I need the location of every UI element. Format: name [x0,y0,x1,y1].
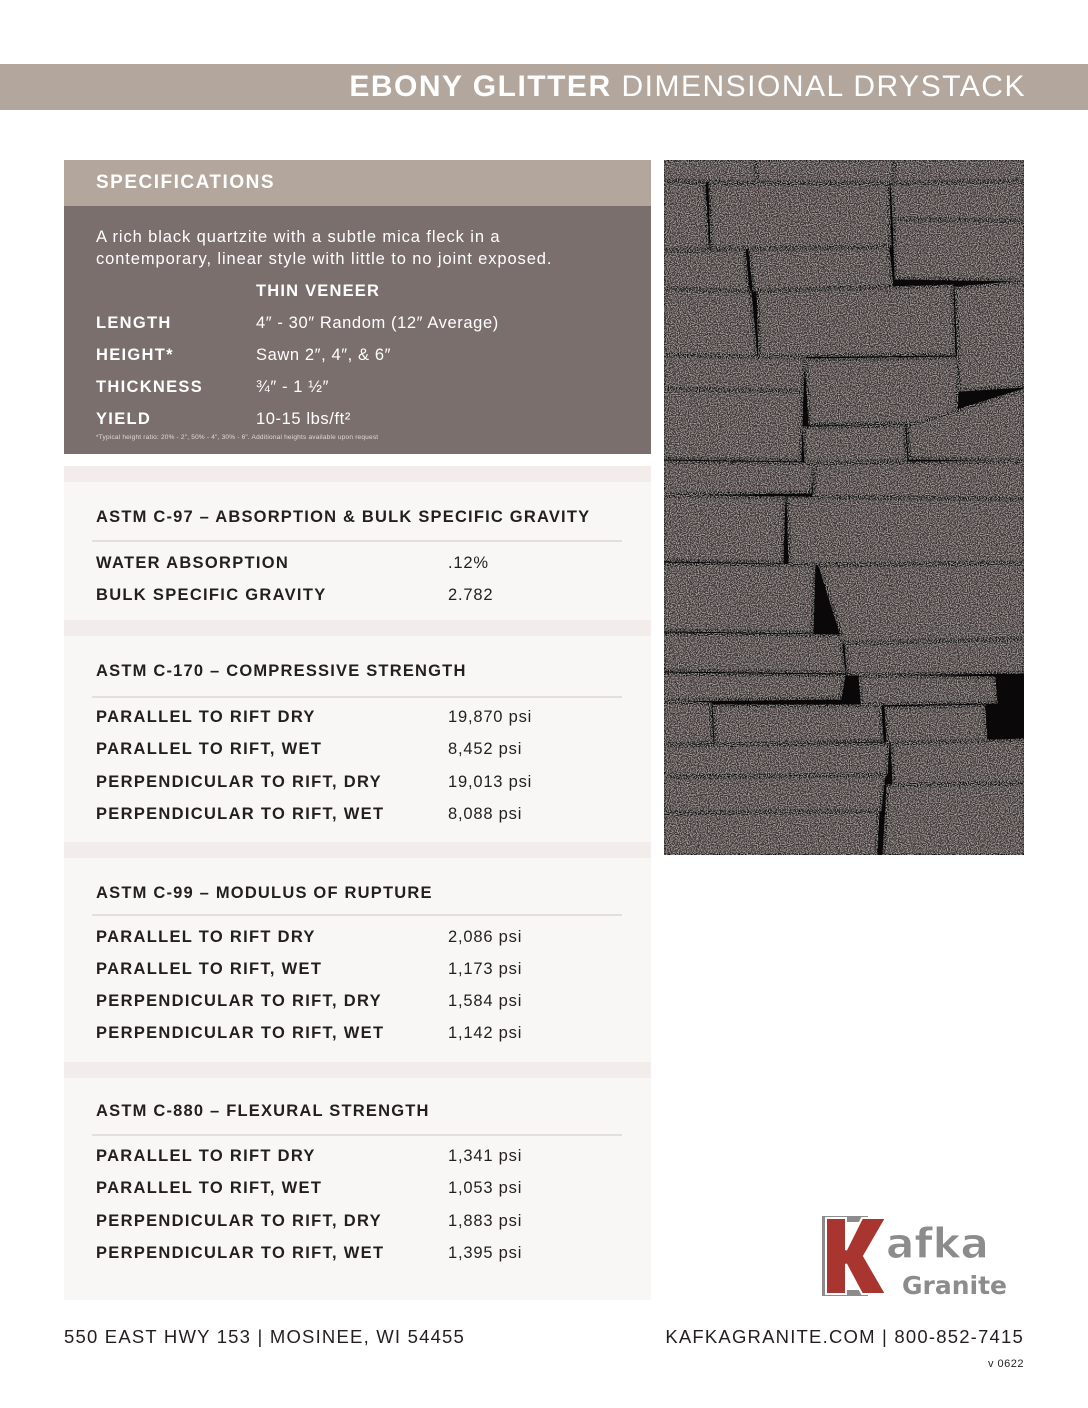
row-value: .12% [448,554,489,572]
row-label: WATER ABSORPTION [96,554,290,572]
row-value: 19,870 psi [448,708,533,726]
logo-word-granite: Granite [902,1271,1007,1298]
row-value: 2,086 psi [448,928,523,946]
row-value: 1,395 psi [448,1244,523,1262]
spec-value: Sawn 2″, 4″, & 6″ [256,346,392,364]
table-row [96,586,616,608]
astm-c170-panel [64,636,651,842]
drystack-stone-image [664,160,1024,855]
description-line: A rich black quartzite with a subtle mica fleck in a [96,228,501,246]
divider [92,540,622,542]
row-value: 1,584 psi [448,992,523,1010]
astm-c880-panel [64,1078,651,1300]
height-footnote: *Typical height ratio: 20% - 2", 50% - 4", 30% - 6". Additional heights available upon request [96,434,379,441]
row-label: PARALLEL TO RIFT, WET [96,960,323,978]
table-row [96,960,616,982]
table-row [96,1147,616,1169]
thin-veneer-heading: THIN VENEER [256,282,381,300]
row-label: PARALLEL TO RIFT, WET [96,740,323,758]
row-label: PARALLEL TO RIFT, WET [96,1179,323,1197]
section-divider [64,842,651,858]
section-divider [64,1062,651,1078]
astm-c880-title: ASTM C-880 – FLEXURAL STRENGTH [96,1102,430,1120]
divider [92,1134,622,1136]
row-label: PARALLEL TO RIFT DRY [96,1147,316,1165]
table-row [96,1244,616,1266]
product-description [96,226,626,270]
spec-value: 4″ - 30″ Random (12″ Average) [256,314,499,332]
row-label: PARALLEL TO RIFT DRY [96,928,316,946]
row-value: 8,088 psi [448,805,523,823]
spec-value: 10-15 lbs/ft² [256,410,351,428]
divider [92,696,622,698]
specifications-panel [64,206,651,454]
table-row [96,1212,616,1234]
table-row [96,773,616,795]
row-value: 1,883 psi [448,1212,523,1230]
row-value: 1,142 psi [448,1024,523,1042]
version-label: v 0622 [987,1358,1024,1370]
spec-label: THICKNESS [96,378,204,396]
spec-value: ¾″ - 1 ½″ [256,378,330,396]
table-row [96,1179,616,1201]
table-row [96,992,616,1014]
astm-c170-title: ASTM C-170 – COMPRESSIVE STRENGTH [96,662,467,680]
row-value: 1,341 psi [448,1147,523,1165]
astm-c99-panel [64,858,651,1062]
row-label: PERPENDICULAR TO RIFT, DRY [96,992,382,1010]
row-value: 8,452 psi [448,740,523,758]
page-title-bar [0,64,1088,110]
table-row [96,928,616,950]
section-divider [64,466,651,482]
spec-label: YIELD [96,410,152,428]
row-value: 1,053 psi [448,1179,523,1197]
table-row [96,708,616,730]
row-label: PERPENDICULAR TO RIFT, WET [96,1024,385,1042]
table-row [96,554,616,576]
footer-contact: KAFKAGRANITE.COM | 800-852-7415 [665,1326,1024,1347]
row-label: PARALLEL TO RIFT DRY [96,708,316,726]
kafka-granite-logo [822,1214,1024,1298]
row-label: PERPENDICULAR TO RIFT, DRY [96,773,382,791]
row-value: 1,173 psi [448,960,523,978]
section-divider [64,620,651,636]
row-label: BULK SPECIFIC GRAVITY [96,586,327,604]
astm-c99-title: ASTM C-99 – MODULUS OF RUPTURE [96,884,433,902]
kafka-granite-logo-icon [822,1214,1024,1298]
stone-photo [664,160,1024,855]
row-label: PERPENDICULAR TO RIFT, DRY [96,1212,382,1230]
row-value: 19,013 psi [448,773,533,791]
product-style: DIMENSIONAL DRYSTACK [621,70,1026,103]
spec-label: LENGTH [96,314,172,332]
table-row [96,740,616,762]
specifications-heading: SPECIFICATIONS [64,160,651,206]
astm-c97-title: ASTM C-97 – ABSORPTION & BULK SPECIFIC GRAVITY [96,508,591,526]
description-line: contemporary, linear style with little to no joint exposed. [96,250,553,268]
logo-word-afka: afka [886,1219,989,1268]
row-value: 2.782 [448,586,494,604]
row-label: PERPENDICULAR TO RIFT, WET [96,1244,385,1262]
spec-label: HEIGHT* [96,346,174,364]
footer-address: 550 EAST HWY 153 | MOSINEE, WI 54455 [64,1326,466,1347]
table-row [96,805,616,827]
divider [92,914,622,916]
row-label: PERPENDICULAR TO RIFT, WET [96,805,385,823]
table-row [96,1024,616,1046]
product-name: EBONY GLITTER [349,70,612,103]
astm-c97-panel [64,482,651,620]
